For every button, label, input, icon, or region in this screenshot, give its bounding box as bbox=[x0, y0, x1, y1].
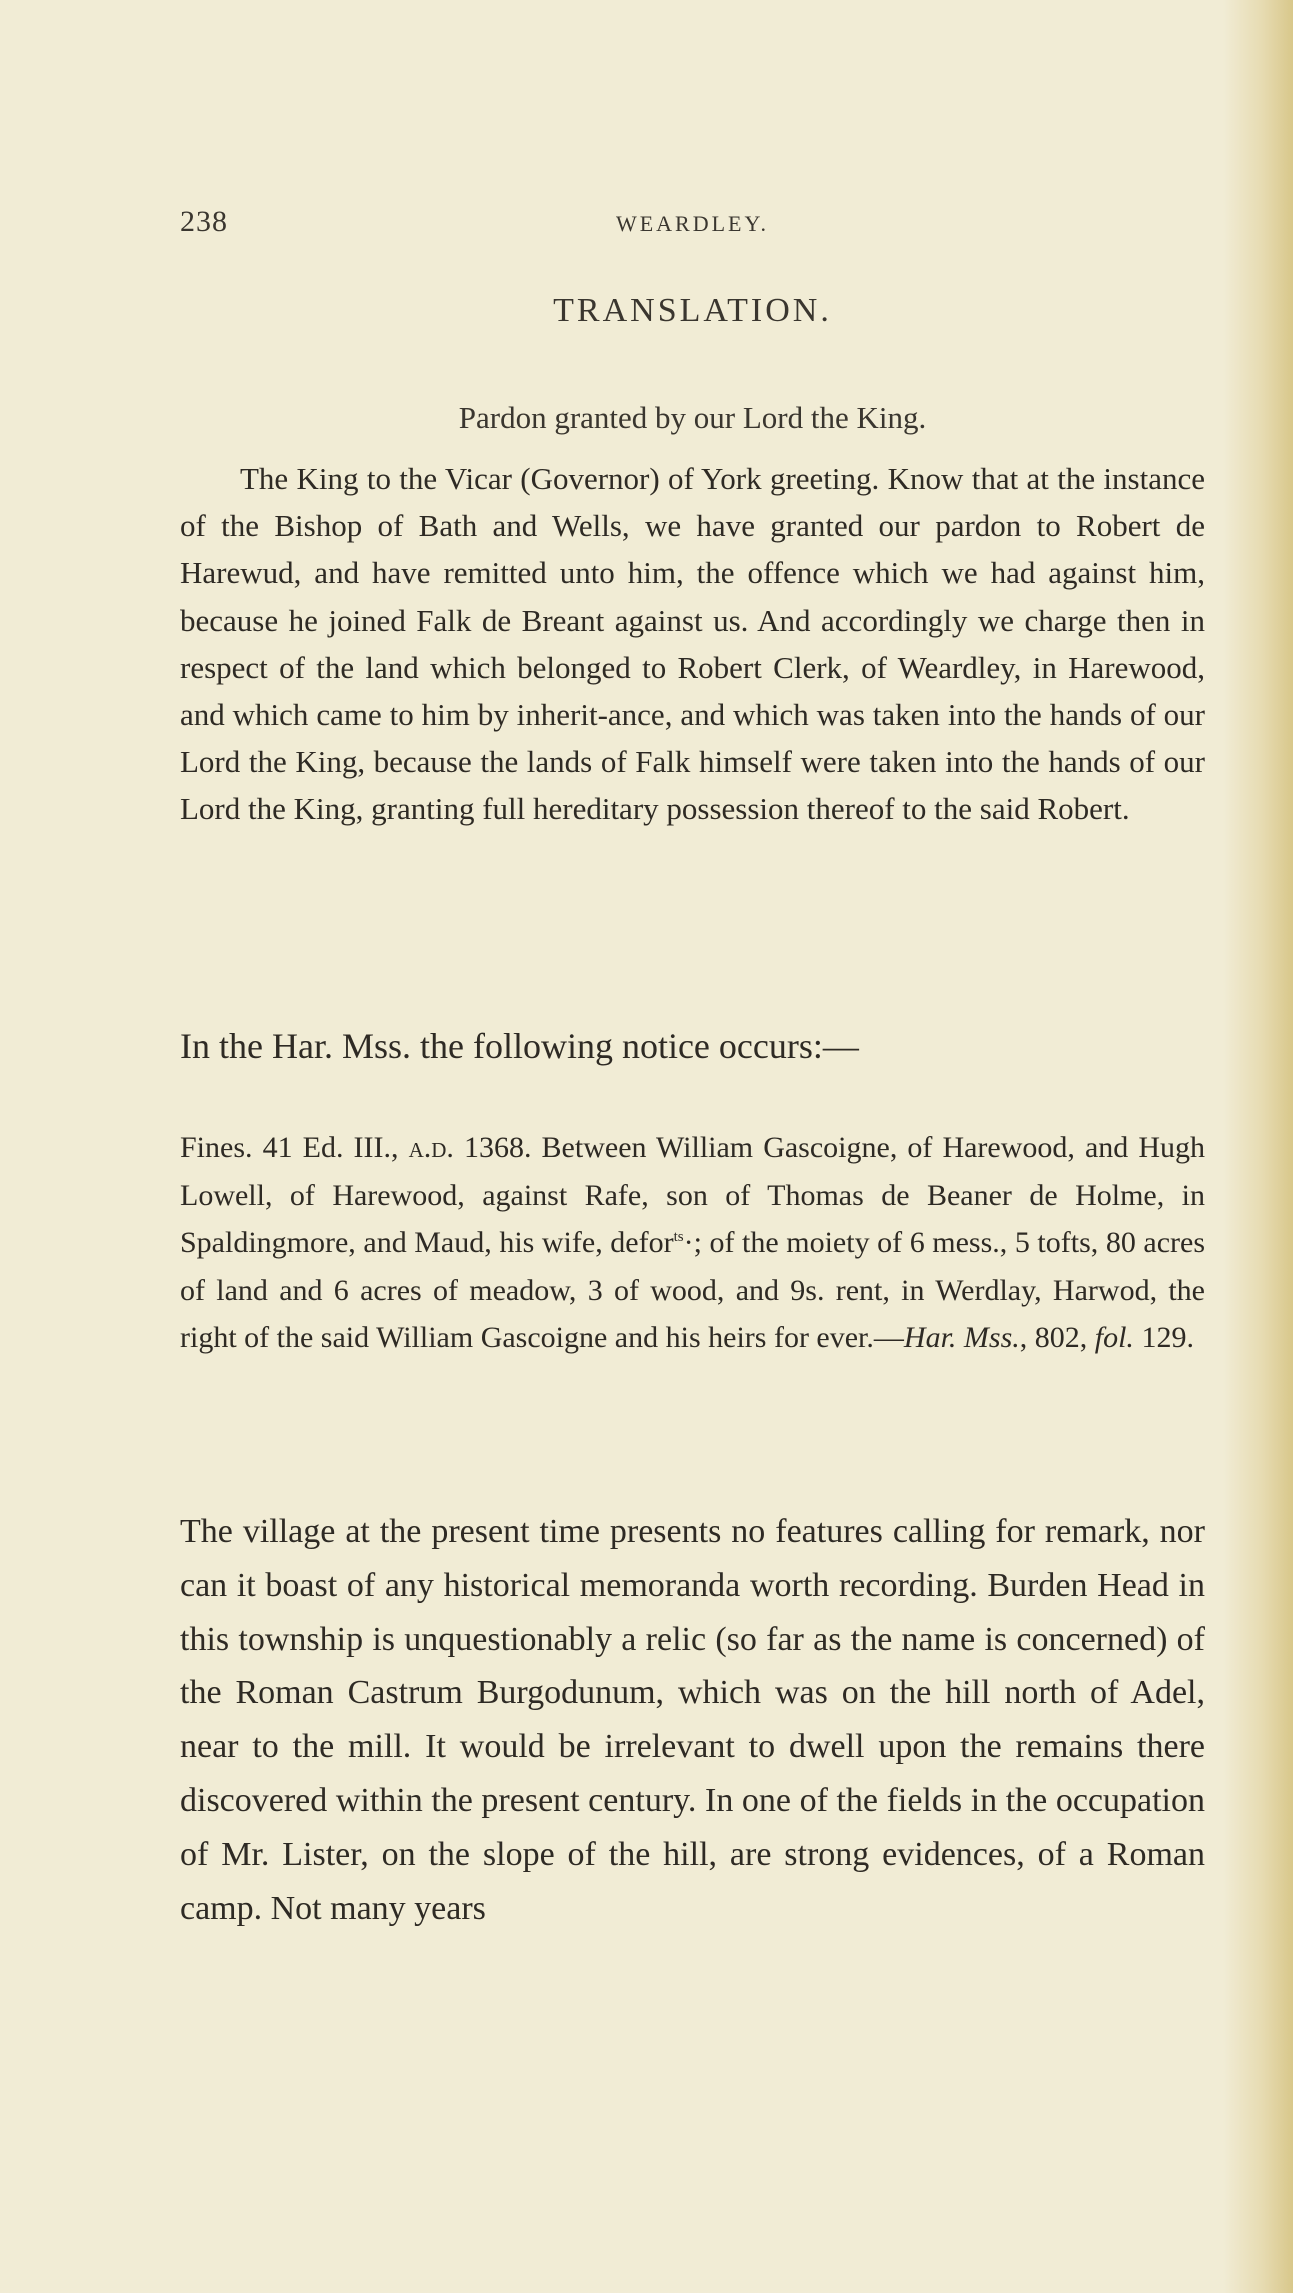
fines-text-b: 1368. Between William Gascoigne, of Harewood, and Hugh Lowell, of Harewood, against Rafe, son of Thomas de Beaner de Holme, in Spaldingmore, and Maud, his wife, defor bbox=[180, 1131, 1206, 1259]
village-paragraph: The village at the present time presents no features calling for remark, nor can it boast of any historical memoranda worth recording. Burden Head in this township is unquestionably a relic (so far as the name is concerned) of the Roman Castrum Burgodunum, which was on the hill north of Adel, near to the mill. It would be irrelevant to dwell upon the remains there discovered within the present century. In one of the fields in the occupation of Mr. Lister, on the slope of the hill, are strong evidences, of a Roman camp. Not many years bbox=[180, 1513, 1205, 1927]
fines-text-d: , 802, bbox=[1019, 1321, 1095, 1354]
translation-paragraph: The King to the Vicar (Governor) of York greeting. Know that at the instance of the Bishop of Bath and Wells, we have granted our pardon to Robert de Harewud, and have remitted unto him, the offence which we had against him, because he joined Falk de Breant against us. And accordingly we charge then in respect of the land which belonged to Robert Clerk, of Weardley, in Harewood, and which came to him by inherit-ance, and which was taken into the hands of our Lord the King, because the lands of Falk himself were taken into the hands of our Lord the King, granting full hereditary possession thereof to the said Robert. bbox=[180, 461, 1205, 827]
source-title: Har. Mss. bbox=[903, 1321, 1020, 1354]
section-heading: TRANSLATION. bbox=[553, 292, 832, 329]
folio-label: fol. bbox=[1094, 1321, 1134, 1354]
superscript-abbreviation: ts bbox=[673, 1229, 684, 1245]
section-subheading: Pardon granted by our Lord the King. bbox=[458, 400, 927, 435]
era-abbreviation: a.d. bbox=[408, 1131, 454, 1164]
running-head bbox=[180, 205, 1205, 245]
page-number: 238 bbox=[180, 205, 228, 238]
running-title: WEARDLEY. bbox=[615, 211, 770, 236]
fines-text-a: Fines. 41 Ed. III., bbox=[180, 1131, 409, 1164]
fines-text-c: ·; of the moiety of 6 mess., 5 tofts, 80 acres of land and 6 acres of meadow, 3 of wood, and 9s. rent, in Werdlay, Harwod, the right of the said William Gascoigne and his heirs for ever.— bbox=[180, 1226, 1205, 1354]
notice-line: In the Har. Mss. the following notice occurs:— bbox=[180, 1026, 859, 1066]
page-edge-shading bbox=[1223, 0, 1293, 2293]
fines-text-e: 129. bbox=[1133, 1321, 1194, 1354]
fines-paragraph bbox=[180, 1124, 1205, 1362]
